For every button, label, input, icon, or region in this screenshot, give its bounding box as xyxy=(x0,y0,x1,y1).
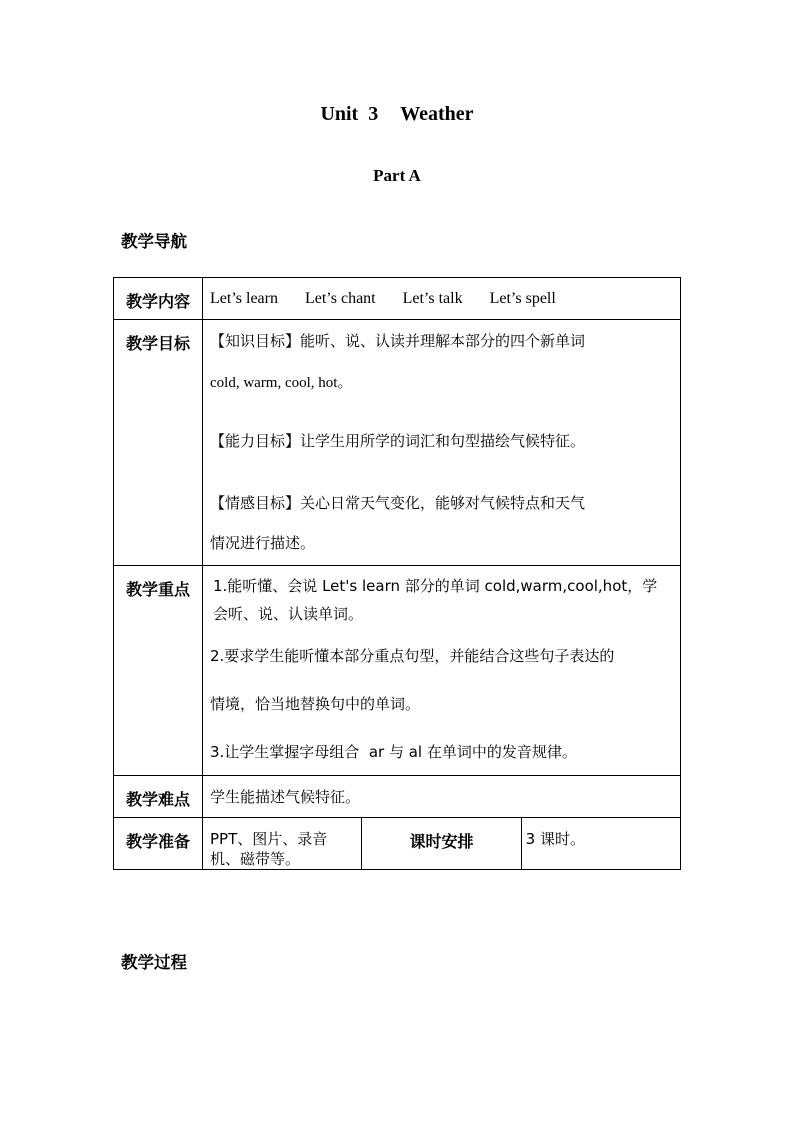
content-part-chant: Let’s chant xyxy=(304,290,376,307)
nav-heading: 教学导航 xyxy=(121,232,187,251)
difficulty-cell xyxy=(203,776,681,818)
goal-emotion-line2: 情况进行描述。 xyxy=(210,534,316,552)
content-part-talk: Let’s talk xyxy=(402,290,463,307)
goal-knowledge-line1: 【知识目标】能听、说、认读并理解本部分的四个新单词 xyxy=(210,332,586,350)
key-label: 教学重点 xyxy=(114,566,203,776)
prep-text: PPT、图片、录音机、磁带等。 xyxy=(210,830,328,868)
difficulty-row xyxy=(114,776,681,818)
document-subtitle: Part A xyxy=(373,166,421,185)
process-heading: 教学过程 xyxy=(121,953,187,972)
content-row xyxy=(114,278,681,320)
goals-label: 教学目标 xyxy=(114,320,203,566)
prep-label: 教学准备 xyxy=(114,818,203,870)
content-part-learn: Let’s learn xyxy=(210,290,278,307)
schedule-text: 3 课时。 xyxy=(525,830,585,848)
goals-row xyxy=(114,320,681,566)
title-unit: Unit 3 xyxy=(320,103,379,125)
goal-ability: 【能力目标】让学生用所学的词汇和句型描绘气候特征。 xyxy=(210,432,586,450)
prep-cell xyxy=(203,818,362,870)
goals-cell xyxy=(203,320,681,566)
content-cell xyxy=(203,278,681,320)
content-label: 教学内容 xyxy=(114,278,203,320)
goal-emotion-line1: 【情感目标】关心日常天气变化，能够对气候特点和天气 xyxy=(210,494,586,512)
key-1-line2: 会听、说、认读单词。 xyxy=(213,605,364,623)
goal-knowledge-line2: cold, warm, cool, hot。 xyxy=(210,375,353,391)
difficulty-text: 学生能描述气候特征。 xyxy=(210,788,361,806)
key-row xyxy=(114,566,681,776)
key-2-line2: 情境，恰当地替换句中的单词。 xyxy=(210,695,421,713)
key-3: 3.让学生掌握字母组合 ar 与 al 在单词中的发音规律。 xyxy=(210,743,577,761)
document-title xyxy=(0,103,794,126)
content-part-spell: Let’s spell xyxy=(489,290,556,307)
schedule-cell xyxy=(521,818,680,870)
key-cell xyxy=(203,566,681,776)
difficulty-label: 教学难点 xyxy=(114,776,203,818)
key-1-line1: 1.能听懂、会说 Let's learn 部分的单词 cold,warm,cool,hot，学 xyxy=(213,577,658,595)
lesson-plan-table xyxy=(113,277,681,870)
prep-row xyxy=(114,818,681,870)
key-2-line1: 2.要求学生能听懂本部分重点句型，并能结合这些句子表达的 xyxy=(210,647,615,665)
schedule-label: 课时安排 xyxy=(362,818,521,870)
title-name: Weather xyxy=(400,103,474,125)
